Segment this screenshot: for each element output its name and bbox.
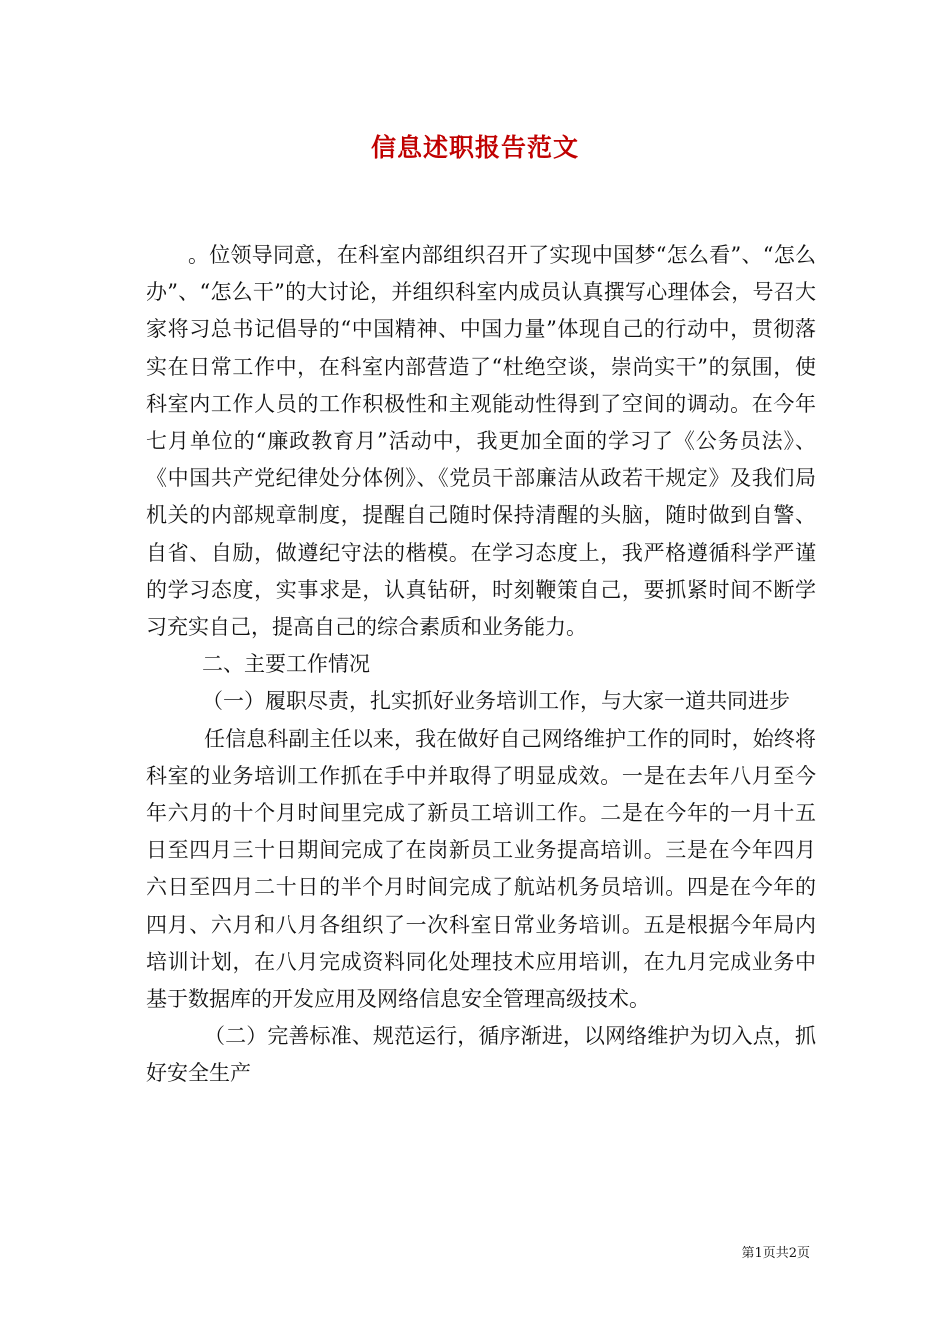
document-title: 信息述职报告范文	[370, 133, 579, 162]
subsection-heading-safety: （二）完善标准、规范运行，循序渐进，以网络维护为切入点，抓好安全生产	[146, 1024, 816, 1086]
section-heading-main-work: 二、主要工作情况	[202, 652, 370, 677]
paragraph-intro: 。位领导同意，在科室内部组织召开了实现中国梦“怎么看”、“怎么办”、“怎么干”的大讨论，并组织科室内成员认真撰写心理体会，号召大家将习总书记倡导的“中国精神、中国力量”体现自己的行动中，贯彻落实在日常工作中，在科室内部营造了“杜绝空谈，崇尚实干”的氛围，使科室内工作人员的工作积极性和主观能动性得到了空间的调动。在今年七月单位的“廉政教育月”活动中，我更加全面的学习了《公务员法》、《中国共产党纪律处分体例》、《党员干部廉洁从政若干规定》及我们局机关的内部规章制度，提醒自己随时保持清醒的头脑，随时做到自警、自省、自励，做遵纪守法的楷模。在学习态度上，我严格遵循科学严谨的学习态度，实事求是，认真钻研，时刻鞭策自己，要抓紧时间不断学习充实自己，提高自己的综合素质和业务能力。	[146, 243, 816, 640]
document-body	[146, 237, 816, 1093]
paragraph-training: 任信息科副主任以来，我在做好自己网络维护工作的同时，始终将科室的业务培训工作抓在手中并取得了明显成效。一是在去年八月至今年六月的十个月时间里完成了新员工培训工作。二是在今年的一月十五日至四月三十日期间完成了在岗新员工业务提高培训。三是在今年四月六日至四月二十日的半个月时间完成了航站机务员培训。四是在今年的四月、六月和八月各组织了一次科室日常业务培训。五是根据今年局内培训计划，在八月完成资料同化处理技术应用培训，在九月完成业务中基于数据库的开发应用及网络信息安全管理高级技术。	[146, 726, 816, 1012]
page-number: 第1页共2页	[741, 1246, 810, 1261]
subsection-heading-training: （一）履职尽责，扎实抓好业务培训工作，与大家一道共同进步	[202, 689, 790, 714]
